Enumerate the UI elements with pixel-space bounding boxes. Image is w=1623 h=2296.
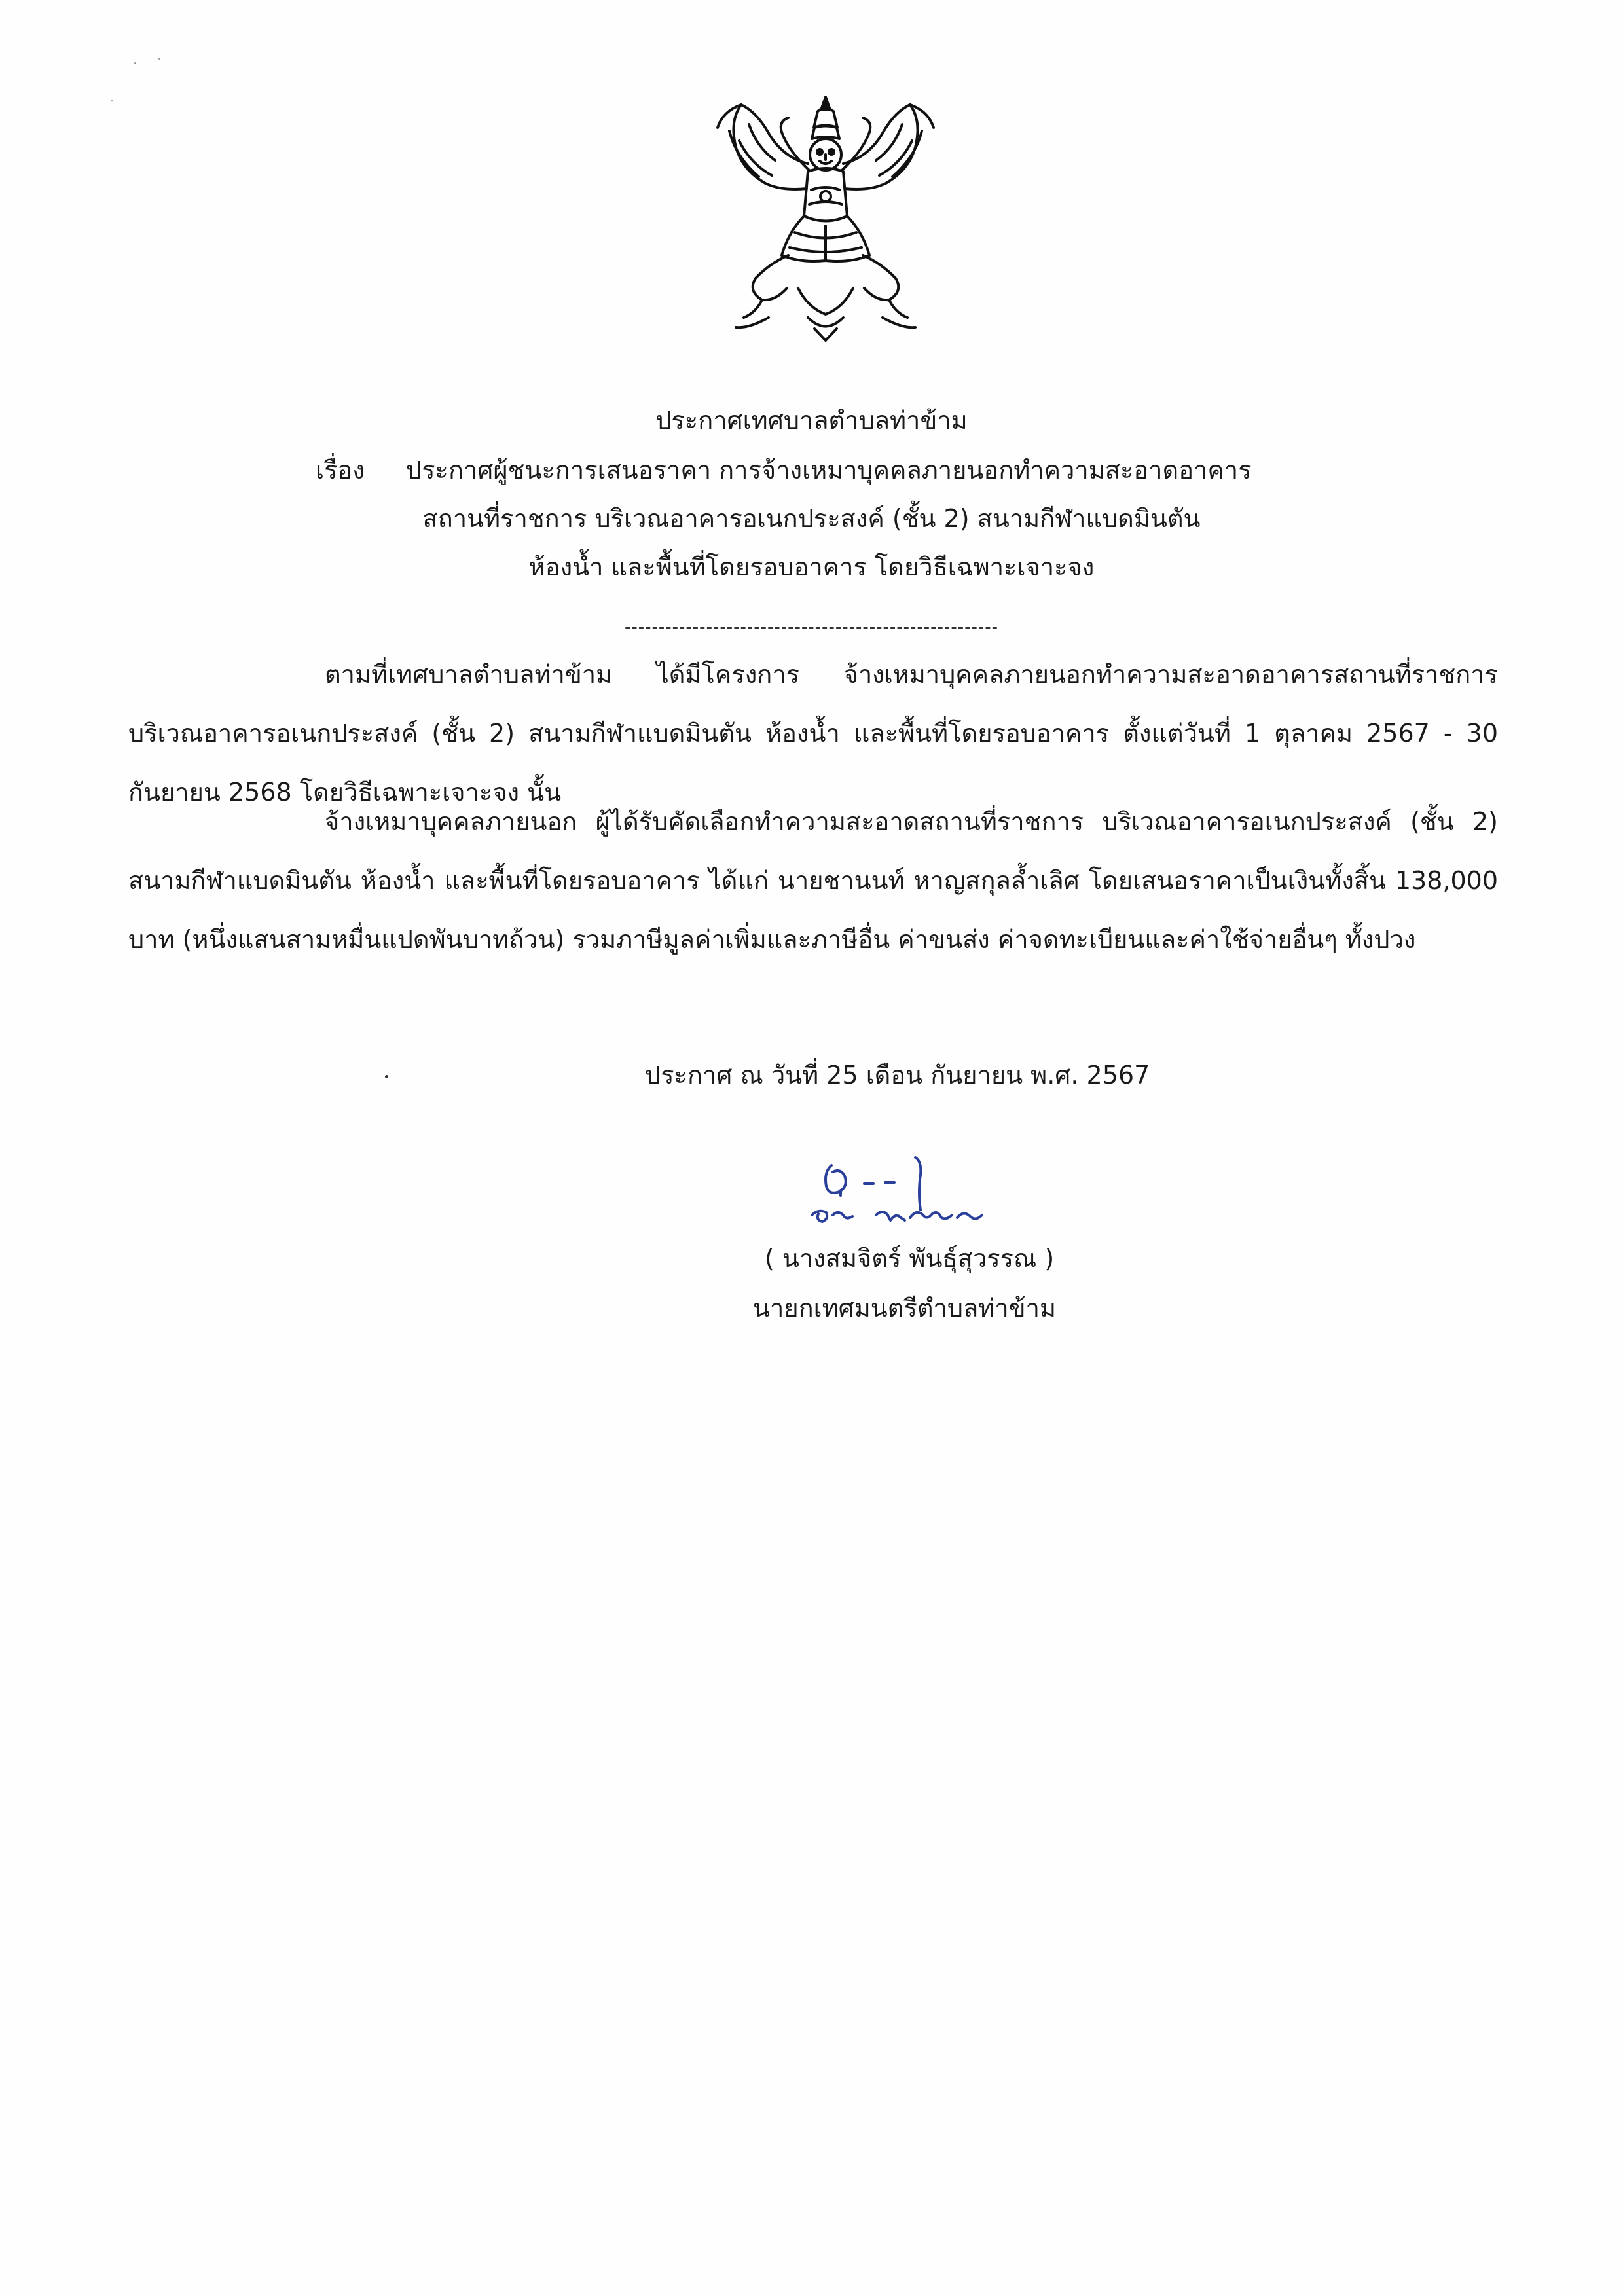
body-paragraph-2: จ้างเหมาบุคคลภายนอก ผู้ได้รับคัดเลือกทำความสะอาดสถานที่ราชการ บริเวณอาคารอเนกประสงค์ (ชั้น 2) สนามกีฬาแบดมินตัน ห้องน้ำ และพื้นที่โดยรอบอาคาร ได้แก่ นายชานนท์ หาญสกุลล้ำเลิศ โดยเสนอราคาเป็นเงินทั้งสิ้น 138,000 บาท (หนึ่งแสนสามหมื่นแปดพันบาทถ้วน) รวมภาษีมูลค่าเพิ่มและภาษีอื่น ค่าขนส่ง ค่าจดทะเบียนและค่าใช้จ่ายอื่นๆ ทั้งปวง <box>128 807 1498 954</box>
signer-name: ( นางสมจิตร์ พันธุ์สุวรรณ ) <box>765 1244 1055 1273</box>
scan-speck <box>134 62 136 64</box>
issuer-heading: ประกาศเทศบาลตำบลท่าข้าม <box>655 406 968 435</box>
scan-speck <box>111 100 113 101</box>
signer-title: นายกเทศมนตรีตำบลท่าข้าม <box>753 1294 1057 1322</box>
garuda-emblem-icon <box>710 92 942 344</box>
subject-line-1: ประกาศผู้ชนะการเสนอราคา การจ้างเหมาบุคคลภายนอกทำความสะอาดอาคาร <box>406 456 1252 484</box>
announcement-date: ประกาศ ณ วันที่ 25 เดือน กันยายน พ.ศ. 2567 <box>645 1061 1150 1089</box>
subject-line-3: ห้องน้ำ และพื้นที่โดยรอบอาคาร โดยวิธีเฉพาะเจาะจง <box>528 553 1095 581</box>
body-paragraph-1: ตามที่เทศบาลตำบลท่าข้าม ได้มีโครงการ จ้างเหมาบุคคลภายนอกทำความสะอาดอาคารสถานที่ราชการ บริเวณอาคารอเนกประสงค์ (ชั้น 2) สนามกีฬาแบดมินตัน ห้องน้ำ และพื้นที่โดยรอบอาคาร ตั้งแต่วันที่ 1 ตุลาคม 2567 - 30 กันยายน 2568 โดยวิธีเฉพาะเจาะจง นั้น <box>128 660 1498 807</box>
scan-speck <box>158 58 160 60</box>
separator-line: ------------------------------------------------------- <box>624 617 998 637</box>
handwritten-signature <box>792 1152 1034 1231</box>
stray-dot <box>385 1075 388 1078</box>
subject-line-2: สถานที่ราชการ บริเวณอาคารอเนกประสงค์ (ชั้น 2) สนามกีฬาแบดมินตัน <box>422 504 1201 533</box>
subject-row <box>0 450 1623 490</box>
subject-label: เรื่อง <box>316 456 365 484</box>
